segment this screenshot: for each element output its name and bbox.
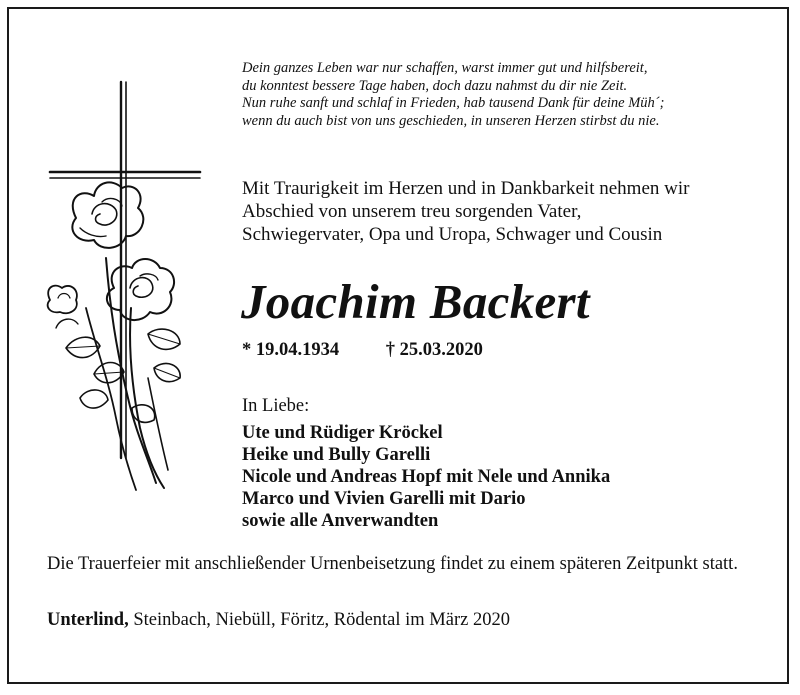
- mourners-list: [242, 422, 610, 532]
- intro-line: Mit Traurigkeit im Herzen und in Dankbarkeit nehmen wir: [242, 178, 690, 199]
- mourner-entry: Heike und Bully Garelli: [242, 445, 431, 465]
- mourner-entry: Ute und Rüdiger Kröckel: [242, 423, 443, 443]
- cross-with-roses-icon: [36, 78, 206, 498]
- primary-place: Unterlind,: [47, 610, 129, 630]
- poem-line: wenn du auch bist von uns geschieden, in unseren Herzen stirbst du nie.: [242, 112, 660, 129]
- death-date: † 25.03.2020: [385, 340, 483, 360]
- mourners-heading: In Liebe:: [242, 396, 310, 416]
- birth-date: * 19.04.1934: [242, 340, 340, 360]
- intro-line: Schwiegervater, Opa und Uropa, Schwager und Cousin: [242, 224, 663, 245]
- poem-line: Dein ganzes Leben war nur schaffen, warst immer gut und hilfsbereit,: [242, 60, 648, 76]
- memorial-poem: [242, 60, 782, 130]
- poem-line: du konntest bessere Tage haben, doch dazu nahmst du dir nie Zeit.: [242, 77, 628, 94]
- mourner-entry: Nicole und Andreas Hopf mit Nele und Annika: [242, 467, 611, 487]
- funeral-notice: Die Trauerfeier mit anschließender Urnenbeisetzung findet zu einem späteren Zeitpunkt statt.: [47, 554, 738, 574]
- poem-line: Nun ruhe sanft und schlaf in Frieden, hab tausend Dank für deine Müh´;: [242, 95, 665, 111]
- mourner-entry: sowie alle Anverwandten: [242, 511, 439, 531]
- deceased-name: Joachim Backert: [241, 274, 590, 329]
- farewell-intro: [242, 177, 782, 246]
- intro-line: Abschied von unserem treu sorgenden Vater,: [242, 201, 582, 222]
- life-dates: [242, 338, 483, 362]
- places-and-date: [47, 608, 510, 632]
- mourner-entry: Marco und Vivien Garelli mit Dario: [242, 489, 526, 509]
- other-places: Steinbach, Niebüll, Föritz, Rödental im März 2020: [128, 610, 510, 630]
